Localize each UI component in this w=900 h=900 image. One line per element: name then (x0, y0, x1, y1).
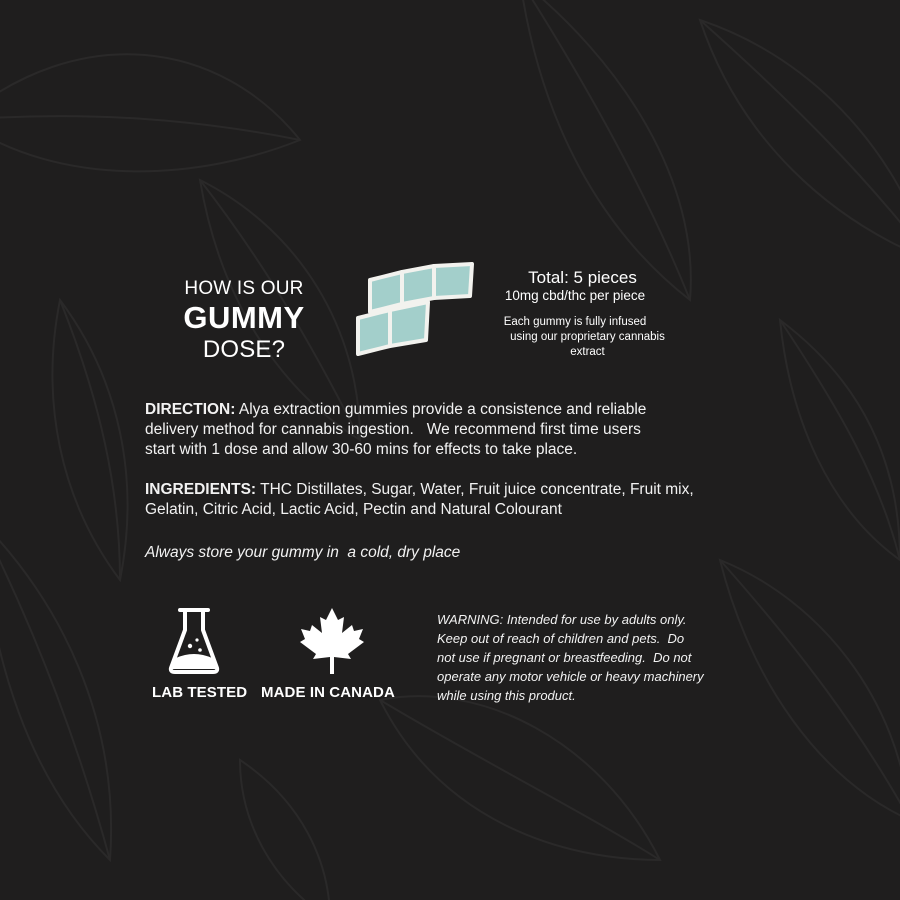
flask-icon (166, 606, 222, 676)
warning-line5: while using this product. (437, 688, 576, 703)
ingredients-label: INGREDIENTS: (145, 481, 257, 498)
lab-tested-label: LAB TESTED (152, 684, 248, 701)
dose-description-line2: using our proprietary cannabis (510, 331, 665, 343)
warning-line2: Keep out of reach of children and pets. Do (437, 631, 685, 646)
maple-leaf-icon (297, 606, 367, 676)
ingredients-text-line1: THC Distillates, Sugar, Water, Fruit juice concentrate, Fruit mix, (260, 481, 694, 498)
warning-text (437, 610, 777, 705)
made-in-canada-label: MADE IN CANADA (261, 684, 395, 701)
warning-line3: not use if pregnant or breastfeeding. Do not (437, 650, 692, 665)
dose-total: Total: 5 pieces (528, 268, 637, 287)
direction-label: DIRECTION: (145, 401, 236, 418)
dose-heading-line1: HOW IS OUR (184, 278, 304, 299)
storage-note: Always store your gummy in a cold, dry place (145, 544, 461, 561)
direction-text-line1: Alya extraction gummies provide a consistence and reliable (238, 401, 647, 418)
dose-description-line3: extract (570, 346, 605, 358)
direction-text-line3: start with 1 dose and allow 30-60 mins for effects to take place. (145, 441, 578, 458)
ingredients-paragraph (145, 480, 775, 520)
dose-heading-line3: DOSE? (202, 336, 286, 363)
ingredients-text-line2: Gelatin, Citric Acid, Lactic Acid, Pectin and Natural Colourant (145, 501, 562, 518)
dose-heading-line2: GUMMY (183, 300, 305, 335)
warning-line4: operate any motor vehicle or heavy machinery (437, 669, 704, 684)
dose-description-line1: Each gummy is fully infused (503, 316, 647, 328)
gummy-pieces-icon (352, 262, 487, 358)
warning-line1: WARNING: Intended for use by adults only. (437, 612, 687, 627)
direction-text-line2: delivery method for cannabis ingestion. We recommend first time users (145, 421, 641, 438)
dose-per-piece: 10mg cbd/thc per piece (504, 288, 646, 303)
direction-paragraph (145, 400, 775, 460)
